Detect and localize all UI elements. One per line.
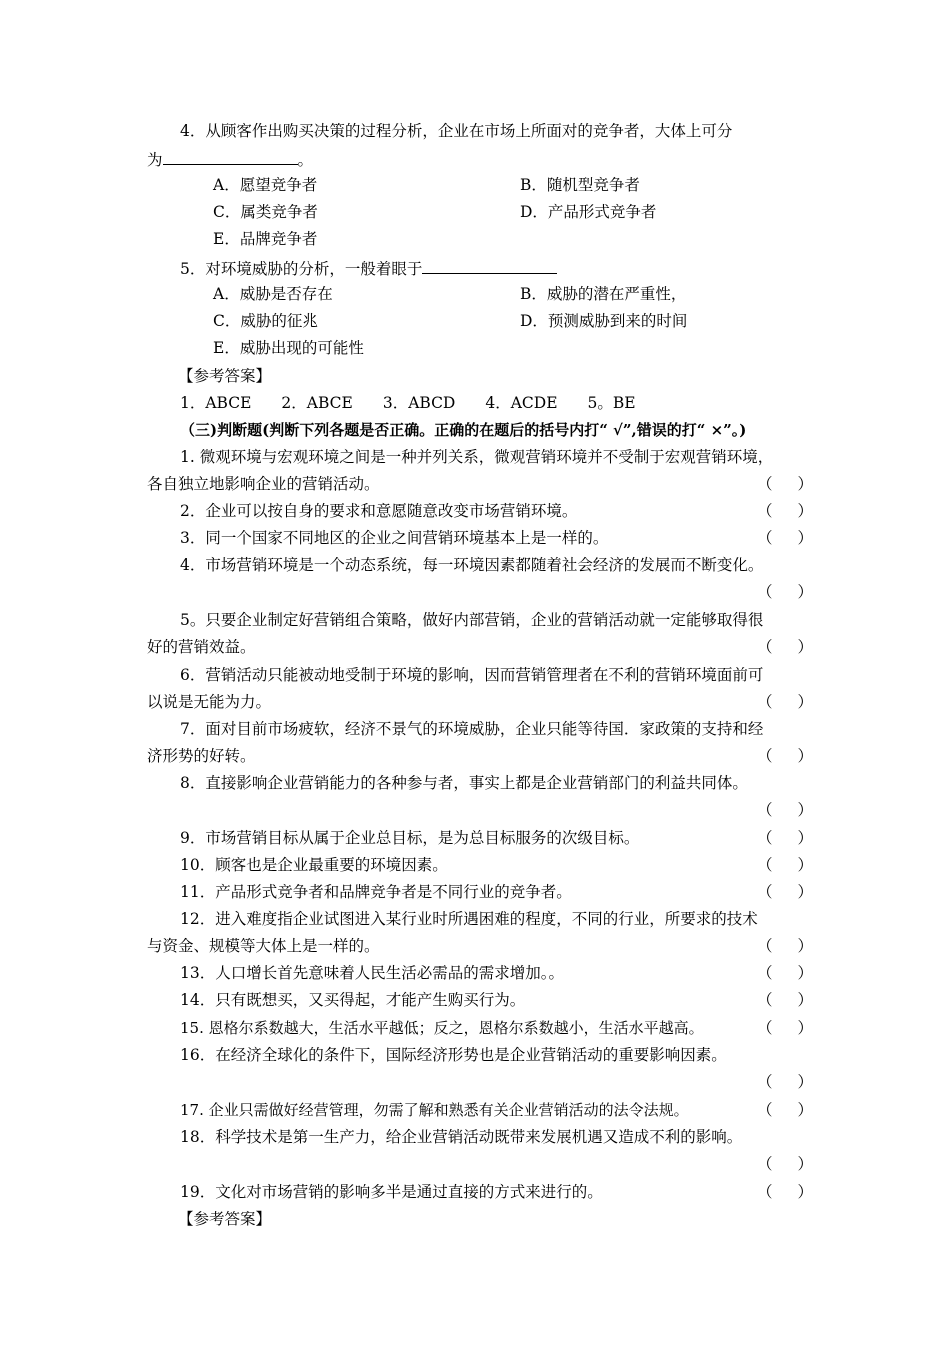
tf-q18: 18．科学技术是第一生产力，给企业营销活动既带来发展机遇又造成不利的影响。 xyxy=(180,1128,743,1146)
tf-q6-line2: 以说是无能为力。 xyxy=(147,693,272,711)
tf-q4-paren: （ ） xyxy=(757,583,813,601)
tf-q3-paren: （ ） xyxy=(757,529,813,547)
tf-q12-line1: 12．进入难度指企业试图进入某行业时所遇困难的程度，不同的行业，所要求的技术 xyxy=(180,910,758,928)
tf-q19: 19．文化对市场营销的影响多半是通过直接的方式来进行的。 xyxy=(180,1183,603,1201)
tf-q11: 11．产品形式竞争者和品牌竞争者是不同行业的竞争者。 xyxy=(180,883,572,901)
tf-q2-paren: （ ） xyxy=(757,502,813,520)
tf-q9: 9．市场营销目标从属于企业总目标，是为总目标服务的次级目标。 xyxy=(180,829,640,847)
tf-q8: 8．直接影响企业营销能力的各种参与者，事实上都是企业营销部门的利益共同体。 xyxy=(180,774,748,792)
tf-q1-line2: 各自独立地影响企业的营销活动。 xyxy=(147,475,380,493)
q5-line xyxy=(180,257,557,279)
answer-1: 1．ABCE xyxy=(180,394,252,412)
tf-q17-paren: （ ） xyxy=(757,1101,813,1119)
q4-line1: 4．从顾客作出购买决策的过程分析，企业在市场上所面对的竞争者，大体上可分 xyxy=(180,122,733,140)
tf-q16: 16．在经济全球化的条件下，国际经济形势也是企业营销活动的重要影响因素。 xyxy=(180,1046,727,1064)
tf-q4: 4．市场营销环境是一个动态系统，每一环境因素都随着社会经济的发展而不断变化。 xyxy=(180,556,764,574)
tf-q7-paren: （ ） xyxy=(757,747,813,765)
q4-prefix: 为 xyxy=(147,151,163,169)
answer-heading-1: 【参考答案】 xyxy=(178,367,272,385)
tf-q5-paren: （ ） xyxy=(757,638,813,656)
q5-text: 5．对环境威胁的分析，一般着眼于 xyxy=(180,260,423,278)
tf-q8-paren: （ ） xyxy=(757,801,813,819)
q5-option-b: B．威胁的潜在严重性， xyxy=(520,285,687,303)
tf-q14: 14．只有既想买，又买得起，才能产生购买行为。 xyxy=(180,991,526,1009)
tf-q16-paren: （ ） xyxy=(757,1073,813,1091)
q5-option-a: A．威胁是否存在 xyxy=(213,285,333,303)
q4-option-b: B．随机型竞争者 xyxy=(520,176,640,194)
answer-4: 4．ACDE xyxy=(485,394,558,412)
q5-option-c: C．威胁的征兆 xyxy=(213,312,318,330)
tf-q7-line2: 济形势的好转。 xyxy=(147,747,256,765)
q4-option-e: E．品牌竞争者 xyxy=(213,230,318,248)
tf-q13: 13．人口增长首先意味着人民生活必需品的需求增加。。 xyxy=(180,964,564,982)
q4-option-c: C．属类竞争者 xyxy=(213,203,318,221)
tf-q10: 10．顾客也是企业最重要的环境因素。 xyxy=(180,856,448,874)
tf-q17: 17. 企业只需做好经营管理，勿需了解和熟悉有关企业营销活动的法令法规。 xyxy=(180,1101,689,1119)
answer-heading-2: 【参考答案】 xyxy=(178,1210,272,1228)
tf-q13-paren: （ ） xyxy=(757,964,813,982)
tf-q2: 2．企业可以按自身的要求和意愿随意改变市场营销环境。 xyxy=(180,502,578,520)
tf-q12-paren: （ ） xyxy=(757,937,813,955)
answers-row-1 xyxy=(180,393,666,413)
tf-q15-paren: （ ） xyxy=(757,1019,813,1037)
tf-q1-line1: 1. 微观环境与宏观环境之间是一种并列关系，微观营销环境并不受制于宏观营销环境， xyxy=(180,448,774,466)
tf-q5-line2: 好的营销效益。 xyxy=(147,638,256,656)
tf-q6-line1: 6．营销活动只能被动地受制于环境的影响，因而营销管理者在不利的营销环境面前可 xyxy=(180,666,764,684)
q4-line2 xyxy=(147,148,811,170)
tf-q3: 3．同一个国家不同地区的企业之间营销环境基本上是一样的。 xyxy=(180,529,609,547)
q5-option-e: E．威胁出现的可能性 xyxy=(213,339,364,357)
q4-option-a: A．愿望竞争者 xyxy=(213,176,318,194)
tf-q12-line2: 与资金、规模等大体上是一样的。 xyxy=(147,937,380,955)
tf-q19-paren: （ ） xyxy=(757,1183,813,1201)
tf-q15: 15. 恩格尔系数越大，生活水平越低；反之，恩格尔系数越小，生活水平越高。 xyxy=(180,1019,704,1037)
tf-q14-paren: （ ） xyxy=(757,991,813,1009)
answer-3: 3．ABCD xyxy=(382,394,456,412)
tf-q1-paren: （ ） xyxy=(757,475,813,493)
section-heading: （三)判断题(判断下列各题是否正确。正确的在题后的括号内打“ √”,错误的打“ ×”。) xyxy=(180,421,747,439)
q5-option-d: D．预测威胁到来的时间 xyxy=(520,312,688,330)
tf-q6-paren: （ ） xyxy=(757,693,813,711)
tf-q9-paren: （ ） xyxy=(757,829,813,847)
tf-q5-line1: 5。只要企业制定好营销组合策略，做好内部营销，企业的营销活动就一定能够取得很 xyxy=(180,611,764,629)
answer-2: 2．ABCE xyxy=(281,394,353,412)
q5-answer-blank xyxy=(422,257,557,274)
tf-q7-line1: 7．面对目前市场疲软，经济不景气的环境威胁，企业只能等待国．家政策的支持和经 xyxy=(180,720,764,738)
tf-q18-paren: （ ） xyxy=(757,1155,813,1173)
q4-suffix: 。 xyxy=(297,151,314,169)
tf-q10-paren: （ ） xyxy=(757,856,813,874)
q4-answer-blank xyxy=(163,148,298,165)
answer-5: 5。BE xyxy=(587,394,636,412)
q4-option-d: D．产品形式竞争者 xyxy=(520,203,657,221)
tf-q11-paren: （ ） xyxy=(757,883,813,901)
